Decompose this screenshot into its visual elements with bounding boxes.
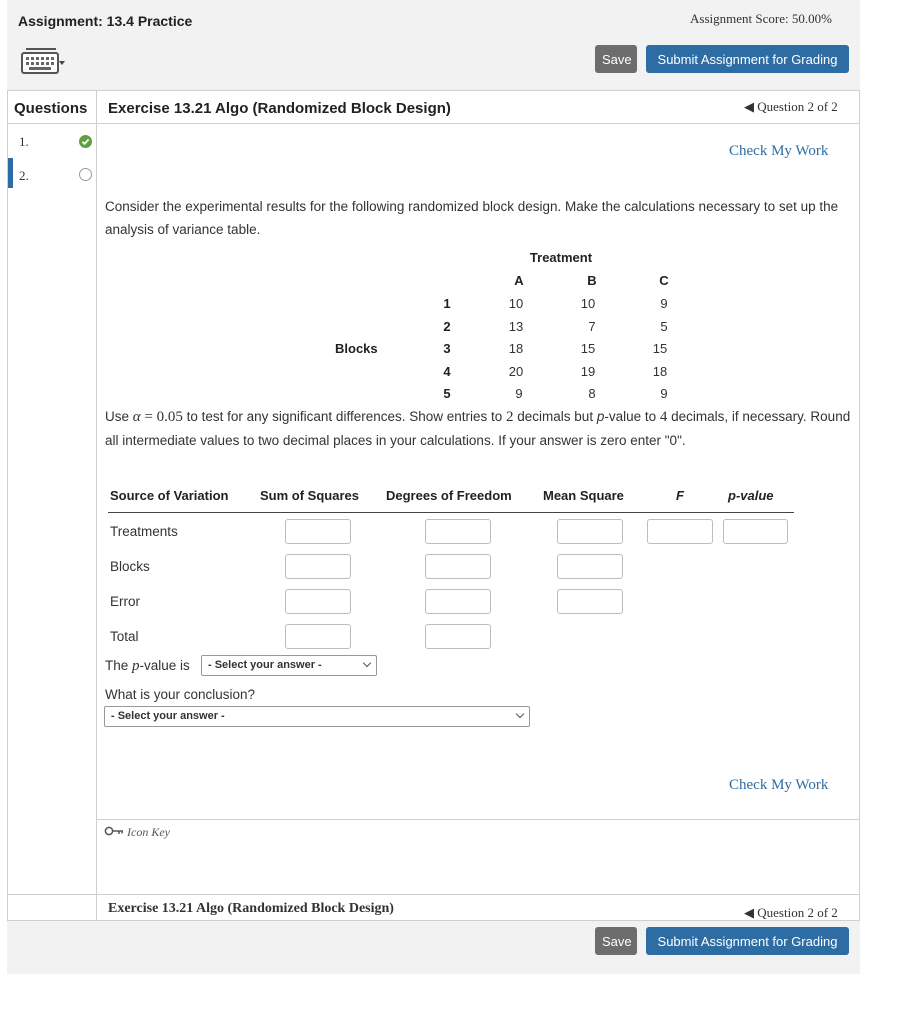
problem-intro: Consider the experimental results for the following randomized block design. Make the calculations necessary to set up the analysis of variance table.	[105, 199, 839, 237]
submit-assignment-button[interactable]: Submit Assignment for Grading	[646, 927, 849, 955]
submit-assignment-button[interactable]: Submit Assignment for Grading	[646, 45, 849, 73]
blocks-df-input[interactable]	[425, 554, 491, 579]
questions-panel	[7, 90, 97, 921]
conclusion-select-value: - Select your answer -	[111, 710, 225, 722]
treatments-f-input[interactable]	[647, 519, 713, 544]
question-item-1[interactable]: 1.	[19, 134, 29, 149]
treatments-ss-input[interactable]	[285, 519, 351, 544]
anova-header: F	[676, 488, 684, 503]
divider	[7, 894, 860, 895]
data-cell: 19	[580, 364, 596, 379]
chevron-down-icon	[363, 659, 371, 667]
data-cell: 9	[515, 386, 523, 401]
question-item-2[interactable]: 2.	[19, 168, 29, 183]
data-cell: 5	[660, 319, 668, 334]
table-rule	[108, 512, 794, 513]
exercise-footer-title: Exercise 13.21 Algo (Randomized Block Design)	[108, 901, 394, 916]
data-cell: 20	[508, 364, 524, 379]
instructions: Use α = 0.05 to test for any significant differences. Show entries to 2 decimals but p-value to 4 decimals, if necessary. Round all intermediate values to two decimal places in your calculations. If your answer is zero enter "0".	[105, 409, 851, 448]
total-ss-input[interactable]	[285, 624, 351, 649]
conclusion-question: What is your conclusion?	[105, 687, 256, 702]
check-my-work-link[interactable]: Check My Work	[729, 777, 829, 793]
question-nav[interactable]: ◀︎ Question 2 of 2	[744, 905, 838, 920]
blocks-heading: Blocks	[335, 341, 378, 356]
data-cell: 10	[508, 296, 524, 311]
anova-header: Sum of Squares	[260, 488, 359, 503]
treatments-ms-input[interactable]	[557, 519, 623, 544]
icon-key-label: Icon Key	[127, 825, 170, 839]
anova-header: Mean Square	[543, 488, 624, 503]
data-cell: 10	[580, 296, 596, 311]
save-button[interactable]: Save	[595, 927, 637, 955]
save-button[interactable]: Save	[595, 45, 637, 73]
blocks-ss-input[interactable]	[285, 554, 351, 579]
chevron-down-icon	[516, 710, 524, 718]
questions-heading: Questions	[14, 100, 88, 117]
row-label-blocks: Blocks	[110, 559, 150, 574]
incomplete-circle-icon	[79, 168, 92, 181]
current-question-indicator	[8, 158, 13, 188]
check-my-work-link[interactable]: Check My Work	[729, 143, 829, 159]
pvalue-prompt: The p-value is	[105, 658, 190, 674]
key-icon	[104, 825, 124, 837]
block-label: 4	[443, 364, 451, 379]
block-label: 1	[443, 296, 451, 311]
treatment-label: C	[659, 273, 669, 288]
divider	[97, 819, 860, 820]
error-df-input[interactable]	[425, 589, 491, 614]
row-label-error: Error	[110, 594, 140, 609]
blocks-ms-input[interactable]	[557, 554, 623, 579]
assignment-score: Assignment Score: 50.00%	[690, 11, 832, 26]
treatment-label: B	[587, 273, 597, 288]
assignment-title: Assignment: 13.4 Practice	[18, 13, 193, 29]
data-cell: 9	[660, 296, 668, 311]
treatment-heading: Treatment	[529, 250, 593, 265]
exercise-title: Exercise 13.21 Algo (Randomized Block Design)	[108, 100, 451, 117]
error-ms-input[interactable]	[557, 589, 623, 614]
question-position: Question 2 of 2	[757, 99, 838, 114]
total-df-input[interactable]	[425, 624, 491, 649]
conclusion-select[interactable]	[104, 706, 530, 727]
divider	[7, 123, 860, 124]
block-label: 5	[443, 386, 451, 401]
pvalue-select[interactable]	[201, 655, 377, 676]
anova-header: p-value	[728, 488, 774, 503]
row-label-total: Total	[110, 629, 139, 644]
data-cell: 15	[580, 341, 596, 356]
anova-header: Source of Variation	[110, 488, 229, 503]
question-position: Question 2 of 2	[757, 905, 838, 920]
question-nav[interactable]: ◀︎ Question 2 of 2	[744, 99, 838, 114]
data-cell: 9	[660, 386, 668, 401]
complete-check-icon	[79, 135, 92, 148]
error-ss-input[interactable]	[285, 589, 351, 614]
data-cell: 15	[652, 341, 668, 356]
pvalue-select-value: - Select your answer -	[208, 659, 322, 671]
treatments-pvalue-input[interactable]	[723, 519, 788, 544]
treatment-label: A	[514, 273, 524, 288]
block-label: 3	[443, 341, 451, 356]
treatments-df-input[interactable]	[425, 519, 491, 544]
keyboard-icon[interactable]	[20, 46, 68, 78]
row-label-treatments: Treatments	[110, 524, 178, 539]
icon-key-link[interactable]	[104, 825, 170, 840]
block-label: 2	[443, 319, 451, 334]
data-cell: 8	[588, 386, 596, 401]
data-cell: 7	[588, 319, 596, 334]
divider	[7, 90, 860, 91]
data-cell: 18	[508, 341, 524, 356]
anova-header: Degrees of Freedom	[386, 488, 512, 503]
data-cell: 18	[652, 364, 668, 379]
data-cell: 13	[508, 319, 524, 334]
